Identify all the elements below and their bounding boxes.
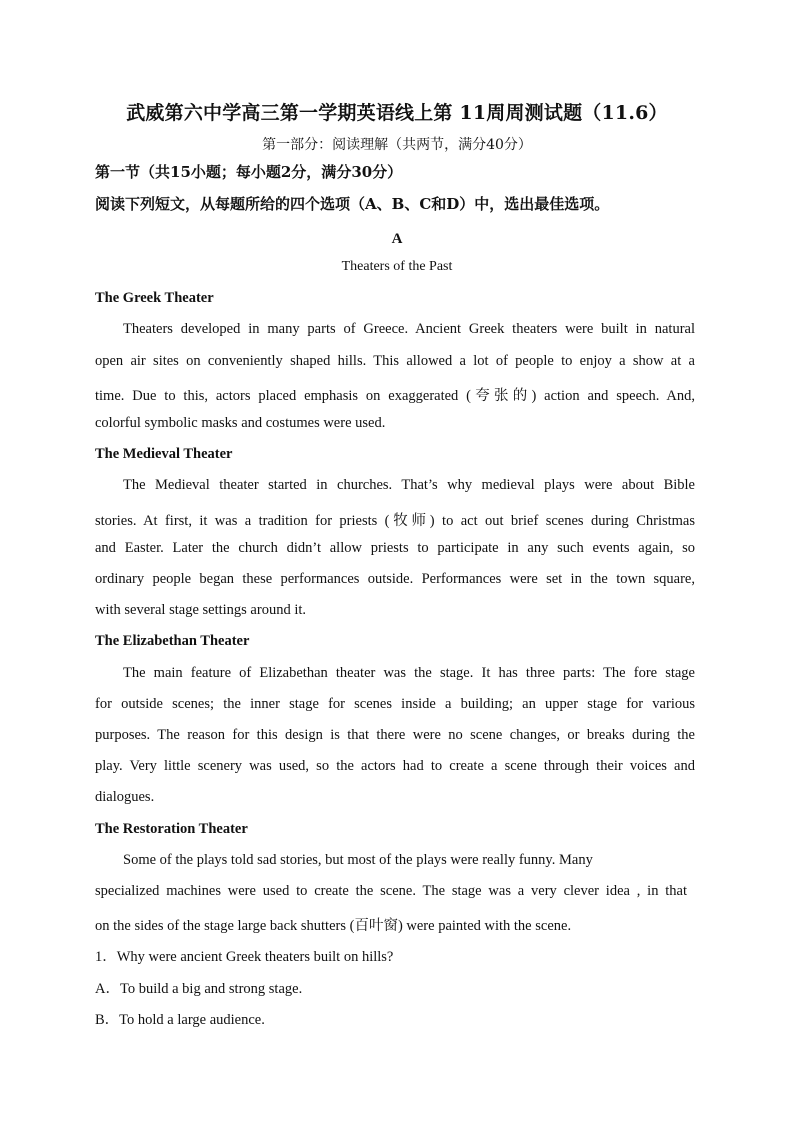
medieval-line: and Easter. Later the church didn’t allow priests to participate in any such events again, so: [95, 540, 695, 556]
document-title: 武威第六中学高三第一学期英语线上第 11周周测试题（11.6）: [126, 102, 668, 124]
medieval-line: The Medieval theater started in churches. That’s why medieval plays were about Bible: [123, 477, 695, 493]
greek-line: time. Due to this, actors placed emphasis on exaggerated (夸张的) action and speech. And,: [95, 388, 695, 404]
greek-line: colorful symbolic masks and costumes were used.: [95, 415, 386, 431]
instruction-text: 阅读下列短文，从每题所给的四个选项（A、B、C和D）中，选出最佳选项。: [95, 195, 610, 213]
passage-label: A: [391, 231, 403, 247]
restoration-line: Some of the plays told sad stories, but most of the plays were really funny. Many: [123, 852, 593, 868]
elizabethan-line: for outside scenes; the inner stage for scenes inside a building; an upper stage for various: [95, 696, 695, 712]
medieval-line: with several stage settings around it.: [95, 602, 307, 618]
heading-medieval-theater: The Medieval Theater: [95, 446, 233, 462]
question-1-option-b: B．To hold a large audience.: [95, 1012, 265, 1028]
passage-title: Theaters of the Past: [341, 259, 453, 274]
question-1: 1．Why were ancient Greek theaters built on hills?: [95, 949, 394, 965]
elizabethan-line: The main feature of Elizabethan theater was the stage. It has three parts: The fore stage: [123, 665, 695, 681]
heading-restoration-theater: The Restoration Theater: [95, 821, 248, 837]
elizabethan-line: purposes. The reason for this design is that there were no scene changes, or breaks during the: [95, 727, 695, 743]
greek-line: Theaters developed in many parts of Greece. Ancient Greek theaters were built in natural: [123, 321, 695, 337]
part-subtitle: 第一部分：阅读理解（共两节，满分40分）: [262, 137, 532, 153]
elizabethan-line: dialogues.: [95, 789, 155, 805]
greek-line: open air sites on conveniently shaped hills. This allowed a lot of people to enjoy a show at a: [95, 353, 695, 369]
medieval-line: ordinary people began these performances outside. Performances were set in the town square,: [95, 571, 695, 587]
question-1-option-a: A．To build a big and strong stage.: [95, 981, 303, 997]
heading-elizabethan-theater: The Elizabethan Theater: [95, 633, 250, 649]
elizabethan-line: play. Very little scenery was used, so the actors had to create a scene through their voices and: [95, 758, 695, 774]
medieval-line: stories. At first, it was a tradition for priests (牧师) to act out brief scenes during Christmas: [95, 513, 695, 529]
restoration-line: specialized machines were used to create the scene. The stage was a very clever idea , in that: [95, 883, 687, 899]
heading-greek-theater: The Greek Theater: [95, 290, 214, 306]
section-heading: 第一节（共15小题；每小题2分，满分30分）: [95, 163, 403, 181]
restoration-line: on the sides of the stage large back shutters (百叶窗) were painted with the scene.: [95, 918, 572, 934]
